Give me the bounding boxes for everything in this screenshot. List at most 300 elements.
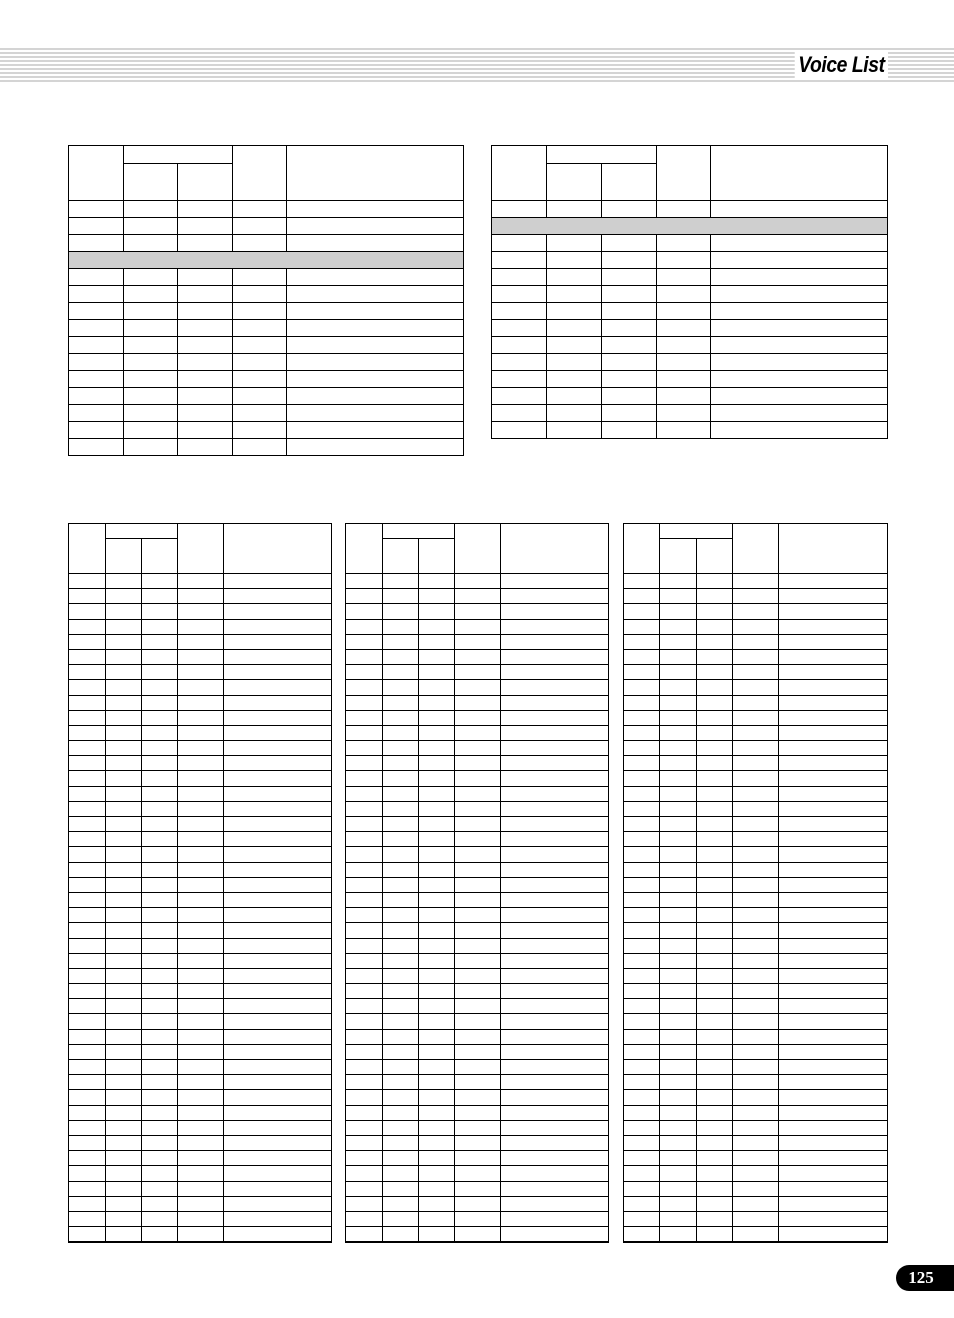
table-cell <box>779 649 888 664</box>
table-cell <box>779 1090 888 1105</box>
table-row <box>69 235 464 252</box>
table-cell <box>733 1105 779 1120</box>
table-cell <box>346 1060 383 1075</box>
table-row <box>346 1227 609 1242</box>
table-cell <box>142 1090 178 1105</box>
table-cell <box>178 1181 224 1196</box>
table-cell <box>383 710 419 725</box>
table-cell <box>624 908 660 923</box>
table-cell <box>142 574 178 589</box>
table-cell <box>383 634 419 649</box>
table-cell <box>660 1196 697 1211</box>
table-cell <box>142 1120 178 1135</box>
table-cell <box>455 1029 501 1044</box>
table-cell <box>660 1151 697 1166</box>
table-cell <box>455 649 501 664</box>
table-row <box>69 847 332 862</box>
table-cell <box>733 832 779 847</box>
table-cell <box>178 634 224 649</box>
table-row <box>346 877 609 892</box>
table-cell <box>733 1090 779 1105</box>
table-cell <box>383 938 419 953</box>
table-cell <box>383 953 419 968</box>
table-cell <box>346 1044 383 1059</box>
table-cell <box>178 1211 224 1226</box>
table-cell <box>346 1120 383 1135</box>
table-cell <box>106 938 142 953</box>
table-cell <box>733 1135 779 1150</box>
table-cell <box>383 574 419 589</box>
table-row <box>624 1090 888 1105</box>
table-cell <box>660 695 697 710</box>
table-row <box>624 604 888 619</box>
header-cell <box>501 524 609 574</box>
table-cell <box>602 252 657 269</box>
table-cell <box>106 695 142 710</box>
table-cell <box>233 388 287 405</box>
table-row <box>624 1105 888 1120</box>
table-cell <box>142 771 178 786</box>
table-cell <box>733 741 779 756</box>
table-cell <box>178 303 233 320</box>
table-cell <box>501 832 609 847</box>
table-cell <box>106 1181 142 1196</box>
table-row <box>624 1120 888 1135</box>
table-row <box>624 1044 888 1059</box>
table-cell <box>501 801 609 816</box>
table-cell <box>455 741 501 756</box>
table-cell <box>492 252 547 269</box>
table-row <box>346 862 609 877</box>
table-cell <box>69 665 106 680</box>
table-row <box>492 405 888 422</box>
table-cell <box>602 337 657 354</box>
table-cell <box>602 371 657 388</box>
table-cell <box>346 1166 383 1181</box>
table-cell <box>233 422 287 439</box>
table-cell <box>69 832 106 847</box>
table-cell <box>142 665 178 680</box>
table-cell <box>69 235 124 252</box>
table-cell <box>142 649 178 664</box>
table-cell <box>69 388 124 405</box>
table-cell <box>383 999 419 1014</box>
table-row <box>69 604 332 619</box>
table-cell <box>178 1227 224 1242</box>
table-row <box>624 908 888 923</box>
table-cell <box>779 1060 888 1075</box>
table-cell <box>346 1196 383 1211</box>
table-row <box>624 1211 888 1226</box>
table-cell <box>224 1211 332 1226</box>
table-row <box>346 923 609 938</box>
table-cell <box>660 984 697 999</box>
table-cell <box>501 938 609 953</box>
table-cell <box>233 337 287 354</box>
table-cell <box>224 725 332 740</box>
table-cell <box>657 235 711 252</box>
table-cell <box>419 680 455 695</box>
table-cell <box>501 908 609 923</box>
table-cell <box>455 1044 501 1059</box>
table-cell <box>779 756 888 771</box>
table-cell <box>697 817 733 832</box>
table-cell <box>455 1196 501 1211</box>
table-cell <box>455 817 501 832</box>
table-cell <box>419 953 455 968</box>
table-cell <box>106 1105 142 1120</box>
table-cell <box>383 877 419 892</box>
table-cell <box>142 892 178 907</box>
table-cell <box>224 665 332 680</box>
table-row <box>346 847 609 862</box>
table-cell <box>346 665 383 680</box>
table-cell <box>106 786 142 801</box>
table-row <box>69 1227 332 1242</box>
category-band-row <box>69 252 464 269</box>
table-cell <box>501 1211 609 1226</box>
table-cell <box>779 665 888 680</box>
table-cell <box>106 710 142 725</box>
table-cell <box>233 269 287 286</box>
table-row <box>346 984 609 999</box>
table-cell <box>142 877 178 892</box>
table-row <box>346 1211 609 1226</box>
table-cell <box>660 1060 697 1075</box>
table-cell <box>106 953 142 968</box>
table-cell <box>178 405 233 422</box>
table-cell <box>733 771 779 786</box>
table-cell <box>383 1166 419 1181</box>
table-cell <box>697 999 733 1014</box>
table-cell <box>624 1044 660 1059</box>
table-row <box>346 938 609 953</box>
table-row <box>69 388 464 405</box>
table-cell <box>346 1227 383 1242</box>
table-cell <box>142 1211 178 1226</box>
header-cell <box>697 539 733 574</box>
table-cell <box>455 604 501 619</box>
table-cell <box>178 923 224 938</box>
table-cell <box>501 953 609 968</box>
table-cell <box>346 847 383 862</box>
table-cell <box>733 923 779 938</box>
table-row <box>624 695 888 710</box>
table-cell <box>178 604 224 619</box>
table-cell <box>346 908 383 923</box>
table-cell <box>346 832 383 847</box>
table-cell <box>697 847 733 862</box>
table-cell <box>501 923 609 938</box>
table-cell <box>779 1105 888 1120</box>
table-cell <box>501 634 609 649</box>
table-cell <box>106 771 142 786</box>
table-cell <box>779 862 888 877</box>
table-cell <box>501 862 609 877</box>
table-row <box>346 649 609 664</box>
table-row <box>69 1044 332 1059</box>
table-cell <box>733 968 779 983</box>
table-row <box>492 354 888 371</box>
table-cell <box>69 574 106 589</box>
table-row <box>492 337 888 354</box>
table-row <box>69 1135 332 1150</box>
table-cell <box>142 908 178 923</box>
table-cell <box>106 1151 142 1166</box>
table-cell <box>660 938 697 953</box>
category-band <box>492 218 888 235</box>
table-cell <box>233 303 287 320</box>
table-cell <box>142 1014 178 1029</box>
category-band-row <box>492 218 888 235</box>
table-cell <box>106 801 142 816</box>
table-cell <box>660 1135 697 1150</box>
table-cell <box>660 1211 697 1226</box>
table-cell <box>455 908 501 923</box>
table-cell <box>419 1181 455 1196</box>
table-cell <box>711 371 888 388</box>
header-row <box>69 146 464 164</box>
header-cell <box>492 146 547 201</box>
table-cell <box>142 589 178 604</box>
table-cell <box>178 953 224 968</box>
table-cell <box>419 786 455 801</box>
table-cell <box>178 1075 224 1090</box>
table-cell <box>602 235 657 252</box>
table-row <box>346 725 609 740</box>
header-cell <box>624 524 660 574</box>
table-cell <box>455 1120 501 1135</box>
table-cell <box>657 337 711 354</box>
table-cell <box>657 320 711 337</box>
table-cell <box>142 1227 178 1242</box>
table-cell <box>455 1211 501 1226</box>
table-cell <box>547 320 602 337</box>
table-row <box>346 756 609 771</box>
table-cell <box>142 1151 178 1166</box>
table-cell <box>124 218 178 235</box>
table-cell <box>455 953 501 968</box>
table-cell <box>455 1151 501 1166</box>
table-row <box>69 908 332 923</box>
table-cell <box>224 589 332 604</box>
table-cell <box>660 725 697 740</box>
table-cell <box>419 725 455 740</box>
table-cell <box>419 665 455 680</box>
table-cell <box>501 741 609 756</box>
table-cell <box>733 999 779 1014</box>
table-row <box>69 786 332 801</box>
header-cell <box>69 146 124 201</box>
table-cell <box>492 269 547 286</box>
table-cell <box>142 801 178 816</box>
table-cell <box>779 1075 888 1090</box>
table-cell <box>69 725 106 740</box>
table-row <box>624 847 888 862</box>
table-cell <box>602 286 657 303</box>
table-cell <box>69 371 124 388</box>
table-cell <box>697 892 733 907</box>
table-row <box>69 286 464 303</box>
table-cell <box>383 1014 419 1029</box>
table-cell <box>779 1196 888 1211</box>
table-row <box>346 801 609 816</box>
table-cell <box>624 968 660 983</box>
table-cell <box>733 1014 779 1029</box>
table-cell <box>697 771 733 786</box>
table-cell <box>492 286 547 303</box>
table-row <box>624 832 888 847</box>
table-cell <box>383 786 419 801</box>
table-cell <box>779 968 888 983</box>
table-cell <box>779 984 888 999</box>
table-cell <box>657 269 711 286</box>
table-cell <box>501 756 609 771</box>
header-cell <box>106 524 178 539</box>
table-row <box>69 877 332 892</box>
table-cell <box>383 1075 419 1090</box>
table-row <box>346 908 609 923</box>
header-cell <box>547 164 602 201</box>
table-cell <box>547 388 602 405</box>
table-cell <box>624 832 660 847</box>
table-cell <box>419 771 455 786</box>
table-cell <box>106 908 142 923</box>
table-cell <box>501 892 609 907</box>
table-cell <box>178 269 233 286</box>
table-row <box>492 269 888 286</box>
table-cell <box>178 286 233 303</box>
table-cell <box>455 619 501 634</box>
table-cell <box>419 1227 455 1242</box>
voice-table-top-right <box>491 145 888 439</box>
table-cell <box>106 999 142 1014</box>
table-cell <box>697 1029 733 1044</box>
table-cell <box>383 756 419 771</box>
table-cell <box>419 984 455 999</box>
table-cell <box>624 604 660 619</box>
table-cell <box>69 1014 106 1029</box>
table-cell <box>69 756 106 771</box>
table-cell <box>492 405 547 422</box>
table-cell <box>697 741 733 756</box>
table-cell <box>124 337 178 354</box>
table-cell <box>779 1227 888 1242</box>
header-cell <box>419 539 455 574</box>
table-row <box>69 756 332 771</box>
table-cell <box>733 680 779 695</box>
table-row <box>624 1227 888 1242</box>
table-cell <box>733 574 779 589</box>
header-cell <box>455 524 501 574</box>
table-row <box>69 1105 332 1120</box>
table-cell <box>779 604 888 619</box>
table-cell <box>624 710 660 725</box>
table-cell <box>69 634 106 649</box>
table-row <box>69 1120 332 1135</box>
table-cell <box>287 201 464 218</box>
table-row <box>624 1014 888 1029</box>
table-cell <box>383 1044 419 1059</box>
table-cell <box>287 235 464 252</box>
table-cell <box>106 1120 142 1135</box>
table-row <box>69 892 332 907</box>
table-cell <box>178 1044 224 1059</box>
table-cell <box>733 862 779 877</box>
table-cell <box>233 371 287 388</box>
table-cell <box>779 680 888 695</box>
table-cell <box>547 201 602 218</box>
table-row <box>346 680 609 695</box>
table-cell <box>657 354 711 371</box>
table-cell <box>624 741 660 756</box>
table-cell <box>224 968 332 983</box>
table-cell <box>142 953 178 968</box>
table-row <box>69 371 464 388</box>
table-row <box>69 710 332 725</box>
table-cell <box>419 1090 455 1105</box>
table-cell <box>346 892 383 907</box>
table-cell <box>779 1029 888 1044</box>
table-cell <box>419 923 455 938</box>
table-cell <box>106 1135 142 1150</box>
table-row <box>346 1060 609 1075</box>
table-cell <box>697 604 733 619</box>
table-cell <box>419 968 455 983</box>
header-cell <box>346 524 383 574</box>
table-cell <box>733 984 779 999</box>
table-cell <box>224 604 332 619</box>
table-cell <box>142 847 178 862</box>
table-row <box>69 817 332 832</box>
table-cell <box>711 252 888 269</box>
table-cell <box>178 439 233 456</box>
table-cell <box>224 1151 332 1166</box>
table-row <box>492 252 888 269</box>
table-cell <box>106 847 142 862</box>
table-cell <box>697 832 733 847</box>
table-row <box>624 1135 888 1150</box>
table-cell <box>106 756 142 771</box>
table-cell <box>69 286 124 303</box>
table-cell <box>547 252 602 269</box>
table-cell <box>383 968 419 983</box>
table-cell <box>178 847 224 862</box>
table-cell <box>419 1151 455 1166</box>
table-cell <box>106 604 142 619</box>
table-cell <box>733 817 779 832</box>
table-cell <box>106 589 142 604</box>
table-cell <box>455 1135 501 1150</box>
table-cell <box>697 1227 733 1242</box>
table-row <box>624 680 888 695</box>
table-cell <box>106 619 142 634</box>
table-cell <box>69 710 106 725</box>
table-cell <box>346 619 383 634</box>
table-cell <box>346 604 383 619</box>
table-row <box>346 786 609 801</box>
table-cell <box>142 832 178 847</box>
table-cell <box>178 771 224 786</box>
table-cell <box>455 999 501 1014</box>
table-cell <box>455 968 501 983</box>
table-cell <box>69 953 106 968</box>
table-cell <box>142 619 178 634</box>
table-cell <box>660 1120 697 1135</box>
header-cell <box>660 524 733 539</box>
table-row <box>624 817 888 832</box>
table-cell <box>106 877 142 892</box>
